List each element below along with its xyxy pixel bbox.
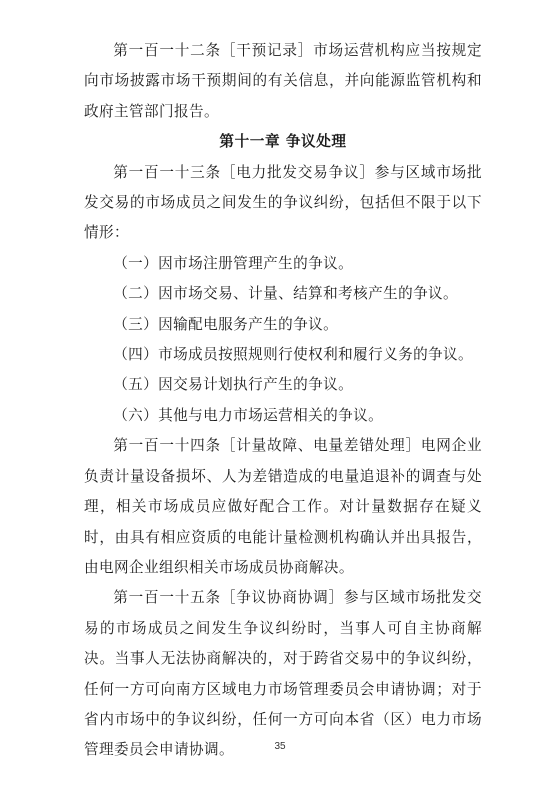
article-115-paragraph: 第一百一十五条［争议协商协调］参与区域市场批发交易的市场成员之间发生争议纠纷时，当事人可自主协商解决。当事人无法协商解决的，对于跨省交易中的争议纠纷，任何一方可向南方区域电力市场管理委员会申请协调；对于省内市场中的争议纠纷，任何一方可向本省（区）电力市场管理委员会申请协调。 xyxy=(84,589,482,759)
page-number: 35 xyxy=(274,741,286,752)
list-item-2: （二）因市场交易、计量、结算和考核产生的争议。 xyxy=(113,285,459,303)
list-item-3: （三）因输配电服务产生的争议。 xyxy=(113,315,339,333)
page-content xyxy=(84,36,482,766)
article-114-paragraph: 第一百一十四条［计量故障、电量差错处理］电网企业负责计量设备损坏、人为差错造成的电量追退补的调查与处理，相关市场成员应做好配合工作。对计量数据存在疑义时，由具有相应资质的电能计量检测机构确认并出具报告，由电网企业组织相关市场成员协商解决。 xyxy=(84,437,482,576)
list-item-1: （一）因市场注册管理产生的争议。 xyxy=(113,254,354,272)
article-113-paragraph: 第一百一十三条［电力批发交易争议］参与区域市场批发交易的市场成员之间发生的争议纠纷，包括但不限于以下情形： xyxy=(84,163,482,242)
list-item-4: （四）市场成员按照规则行使权利和履行义务的争议。 xyxy=(113,346,474,364)
list-item-6: （六）其他与电力市场运营相关的争议。 xyxy=(113,406,384,424)
chapter-11-heading: 第十一章 争议处理 xyxy=(219,133,347,151)
article-112-paragraph: 第一百一十二条［干预记录］市场运营机构应当按规定向市场披露市场干预期间的有关信息，并向能源监管机构和政府主管部门报告。 xyxy=(84,42,482,120)
list-item-5: （五）因交易计划执行产生的争议。 xyxy=(113,376,354,394)
